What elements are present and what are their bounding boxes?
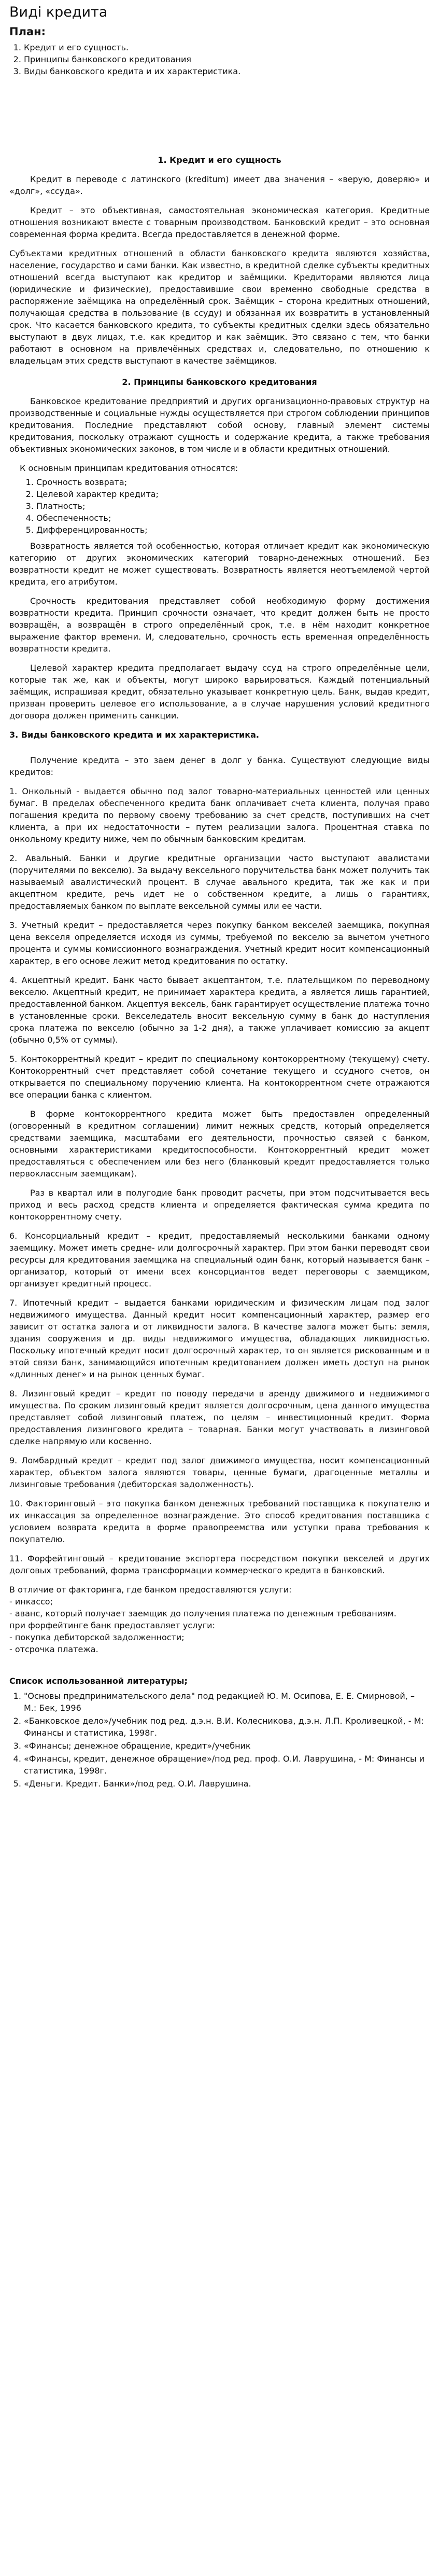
plan-item: 3. Виды банковского кредита и их характеристика. bbox=[24, 65, 430, 77]
principles-item: 2. Целевой характер кредита; bbox=[36, 488, 430, 500]
section-1-paragraph: Кредит в переводе с латинского (kreditum) имеет два значения – «верую, доверяю» и «долг», «ссуда». bbox=[9, 174, 430, 196]
credit-type-item: 4. Акцептный кредит. Банк часто бывает акцептантом, т.е. плательщиком по переводному векселю. Акцептный кредит, не принимает характера кредита, а является лишь гарантией, предоставленной банком. Акцептуя вексель, банк гарантирует осуществление платежа точно в установленные сроки. Векселедатель вносит вексельную сумму в банк до наступления срока платежа по векселю (обычно за 1-2 дня), а также уплачивает комиссию за акцепт (обычно 0,5% от суммы). bbox=[9, 975, 430, 1045]
credit-type-item: 3. Учетный кредит – предоставляется через покупку банком векселей заемщика, покупная цена векселя определяется исходя из суммы, требуемой по векселю за вычетом учетного процента и суммы комиссионного вознаграждения. Учетный кредит носит компенсационный характер, в его основе лежит метод кредитования по остатку. bbox=[9, 920, 430, 966]
credit-type-item: Раз в квартал или в полугодие банк проводит расчеты, при этом подсчитывается весь приход и весь расход средств клиента и определяется фактическая сумма кредита по контокоррентному счету. bbox=[9, 1188, 430, 1222]
principles-item: 1. Срочность возврата; bbox=[36, 476, 430, 488]
credit-type-item: 5. Контокоррентный кредит – кредит по специальному контокоррентному (текущему) счету. Контокоррентный счет представляет собой сочетание текущего и ссудного счетов, он открывается по специальному поручению клиента. На контокоррентном счете отражаются все операции банка с клиентом. bbox=[9, 1054, 430, 1100]
section-3-heading: 3. Виды банковского кредита и их характеристика. bbox=[9, 730, 259, 740]
principles-intro: К основным принципам кредитования относятся: bbox=[20, 463, 238, 473]
credit-type-item: 9. Ломбардный кредит – кредит под залог движимого имущества, носит компенсационный характер, объектом залога являются товары, ценные бумаги, драгоценные металлы и лизинговые требования (дебиторская задолженность). bbox=[9, 1456, 430, 1489]
plan-item: 2. Принципы банковского кредитования bbox=[24, 53, 430, 65]
principles-list bbox=[9, 476, 430, 536]
plan-list bbox=[9, 41, 430, 77]
bibliography-list bbox=[9, 1690, 430, 1790]
credit-type-item: 2. Авальный. Банки и другие кредитные организации часто выступают авалистами (поручителями по векселю). За выдачу вексельного поручительства банк может получить так называемый авалистический процент. В случае авального кредита, так же как и при акцептном кредите, речь идет не о собственном кредите, а лишь о гарантиях, предоставляемых банком по выплате вексельной суммы или ее части. bbox=[9, 853, 430, 911]
factoring-line: - инкассо; bbox=[9, 1597, 53, 1606]
forfeiting-intro: при форфейтинге банк предоставляет услуги: bbox=[9, 1621, 215, 1630]
section-3-intro: Получение кредита – это заем денег в долг у банка. Существуют следующие виды кредитов: bbox=[9, 755, 430, 777]
principles-item: 3. Платность; bbox=[36, 500, 430, 512]
credit-type-item: В форме контокоррентного кредита может быть предоставлен определенный (оговоренный в кредитном соглашении) лимит нежных средств, который определяется средствами заемщика, масштабами его деятельности, прочностью связей с банком, основными характеристиками кредитоспособности. Контокоррентный кредит может предоставляться с обеспечением или без него (бланковый кредит предоставляется только первоклассным заемщикам). bbox=[9, 1109, 430, 1179]
plan-heading: План: bbox=[9, 25, 46, 38]
plan-item: 1. Кредит и его сущность. bbox=[24, 41, 430, 53]
section-1-paragraph: Кредит – это объективная, самостоятельная экономическая категория. Кредитные отношения возникают вместе с товарным производством. Банковский кредит – это основная современная форма кредита. Всегда предоставляется в денежной форме. bbox=[9, 205, 430, 239]
bibliography-item: 3. «Финансы; денежное обращение, кредит»/учебник bbox=[24, 1740, 430, 1752]
section-1-heading: 1. Кредит и его сущность bbox=[158, 155, 281, 165]
bibliography-item: 1. "Основы предпринимательского дела" под редакцией Ю. М. Осипова, Е. Е. Смирновой, – М.: Бек, 1996 bbox=[24, 1690, 430, 1714]
principles-item: 4. Обеспеченность; bbox=[36, 512, 430, 524]
bibliography-item: 2. «Банковское дело»/учебник под ред. д.э.н. В.И. Колесникова, д.э.н. Л.П. Кроливецкой, - М: Финансы и статистика, 1998г. bbox=[24, 1715, 430, 1739]
forfeiting-line: - отсрочка платежа. bbox=[9, 1644, 98, 1654]
credit-type-item: 10. Факторинговый – это покупка банком денежных требований поставщика к покупателю и их инкассация за определенное вознаграждение. Это способ кредитования поставщика с условием возврата кредита в форме правопреемства или уступки права требования к покупателю. bbox=[9, 1499, 430, 1544]
factoring-line: - аванс, который получает заемщик до получения платежа по денежным требованиям. bbox=[9, 1609, 396, 1618]
section-2-heading: 2. Принципы банковского кредитования bbox=[122, 377, 317, 387]
bibliography-item: 4. «Финансы, кредит, денежное обращение»/под ред. проф. О.И. Лаврушина, - М: Финансы и статистика, 1998г. bbox=[24, 1753, 430, 1777]
document-title: Виді кредита bbox=[9, 4, 108, 20]
forfeiting-line: - покупка дебиторской задолженности; bbox=[9, 1632, 185, 1642]
section-2-paragraph: Возвратность является той особенностью, которая отличает кредит как экономическую категорию от других экономических категорий товарно-денежных отношений. Без возвратности кредит не может существовать. Возвратность является неотъемлемой чертой кредита, его атрибутом. bbox=[9, 541, 430, 587]
credit-type-item: 11. Форфейтинговый – кредитование экспортера посредством покупки векселей и других долговых требований, форма трансформации коммерческого кредита в банковский. bbox=[9, 1554, 430, 1575]
credit-type-item: 1. Онкольный - выдается обычно под залог товарно-материальных ценностей или ценных бумаг. В пределах обеспеченного кредита банк оплачивает счета клиента, получая право погашения кредита по первому своему требованию за счет средств, поступивших на счет клиента, а при их недостаточности – путем реализации залога. Процентная ставка по онкольному кредиту ниже, чем по обычным банковским кредитам. bbox=[9, 786, 430, 844]
factoring-services bbox=[9, 1584, 430, 1655]
bibliography-heading: Список использованной литературы; bbox=[9, 1676, 188, 1686]
section-2-paragraph: Целевой характер кредита предполагает выдачу ссуд на строго определённые цели, которые так же, как и объекты, могут широко варьироваться. Каждый потенциальный заёмщик, испрашивая кредит, обязательно указывает конкретную цель. Банк, выдав кредит, призван проверить целевое его использование, а в случае нарушения условий кредитного договора должен применить санкции. bbox=[9, 663, 430, 721]
bibliography-item: 5. «Деньги. Кредит. Банки»/под ред. О.И. Лаврушина. bbox=[24, 1778, 430, 1790]
factoring-intro: В отличие от факторинга, где банком предоставляются услуги: bbox=[9, 1585, 292, 1595]
section-2-paragraph: Банковское кредитование предприятий и других организационно-правовых структур на производственные и социальные нужды осуществляется при строгом соблюдении принципов кредитования. Последние представляют собой основу, главный элемент системы кредитования, поскольку отражают сущность и содержание кредита, а также требования объективных экономических законов, в том числе и в области кредитных отношений. bbox=[9, 396, 430, 454]
section-1-paragraph: Субъектами кредитных отношений в области банковского кредита являются хозяйства, население, государство и сами банки. Как известно, в кредитной сделке субъекты кредитных отношений всегда выступают как кредитор и заёмщики. Кредиторами являются лица (юридические и физические), предоставившие свои временно свободные средства в распоряжение заёмщика на определённый срок. Заёмщик – сторона кредитных отношений, получающая средства в пользование (в ссуду) и обязанная их возвратить в установленный срок. Что касается банковского кредита, то субъекты кредитных сделки здесь обязательно выступают в двух лицах, т.е. как кредитор и как заёмщик. Это связано с тем, что банки работают в основном на привлечённых средствах и, следовательно, по отношению к владельцам этих средств выступают в качестве заёмщиков. bbox=[9, 248, 430, 366]
credit-type-item: 6. Консорциальный кредит – кредит, предоставляемый несколькими банками одному заемщику. Может иметь средне- или долгосрочный характер. При этом банки переводят свои ресурсы для кредитования заемщика на специальный один банк, который называется банк – организатор, который от имени всех консорциантов ведет переговоры с заемщиком, организует кредитный процесс. bbox=[9, 1231, 430, 1289]
credit-type-item: 8. Лизинговый кредит – кредит по поводу передачи в аренду движимого и недвижимого имущества. По сроким лизинговый кредит является долгосрочным, цена данного имущества представляет собой лизинговый платеж, по целям – инвестиционный кредит. Форма предоставления лизингового кредита – товарная. Банки могут участвовать в лизинговой сделке напрямую или косвенно. bbox=[9, 1389, 430, 1446]
credit-type-item: 7. Ипотечный кредит – выдается банками юридическим и физическим лицам под залог недвижимого имущества. Данный кредит носит компенсационный характер, размер его зависит от остатка залога и от ликвидности залога. В качестве залога может быть: земля, здания сооружения и др. виды недвижимого имущества, обладающих ликвидностью. Поскольку ипотечный кредит носит долгосрочный характер, то он является рискованным и в этой связи банк, занимающийся ипотечным кредитованием должен иметь доступ на рынок «длинных денег» и на рынок ценных бумаг. bbox=[9, 1298, 430, 1379]
section-2-paragraph: Срочность кредитования представляет собой необходимую форму достижения возвратности кредита. Принцип срочности означает, что кредит должен быть не просто возвращён, а возвращён в строго определённый срок, т.е. в нём находит конкретное выражение фактор времени. И, следовательно, срочность есть временная определённость возвратности кредита. bbox=[9, 596, 430, 654]
principles-item: 5. Дифференцированность; bbox=[36, 524, 430, 536]
